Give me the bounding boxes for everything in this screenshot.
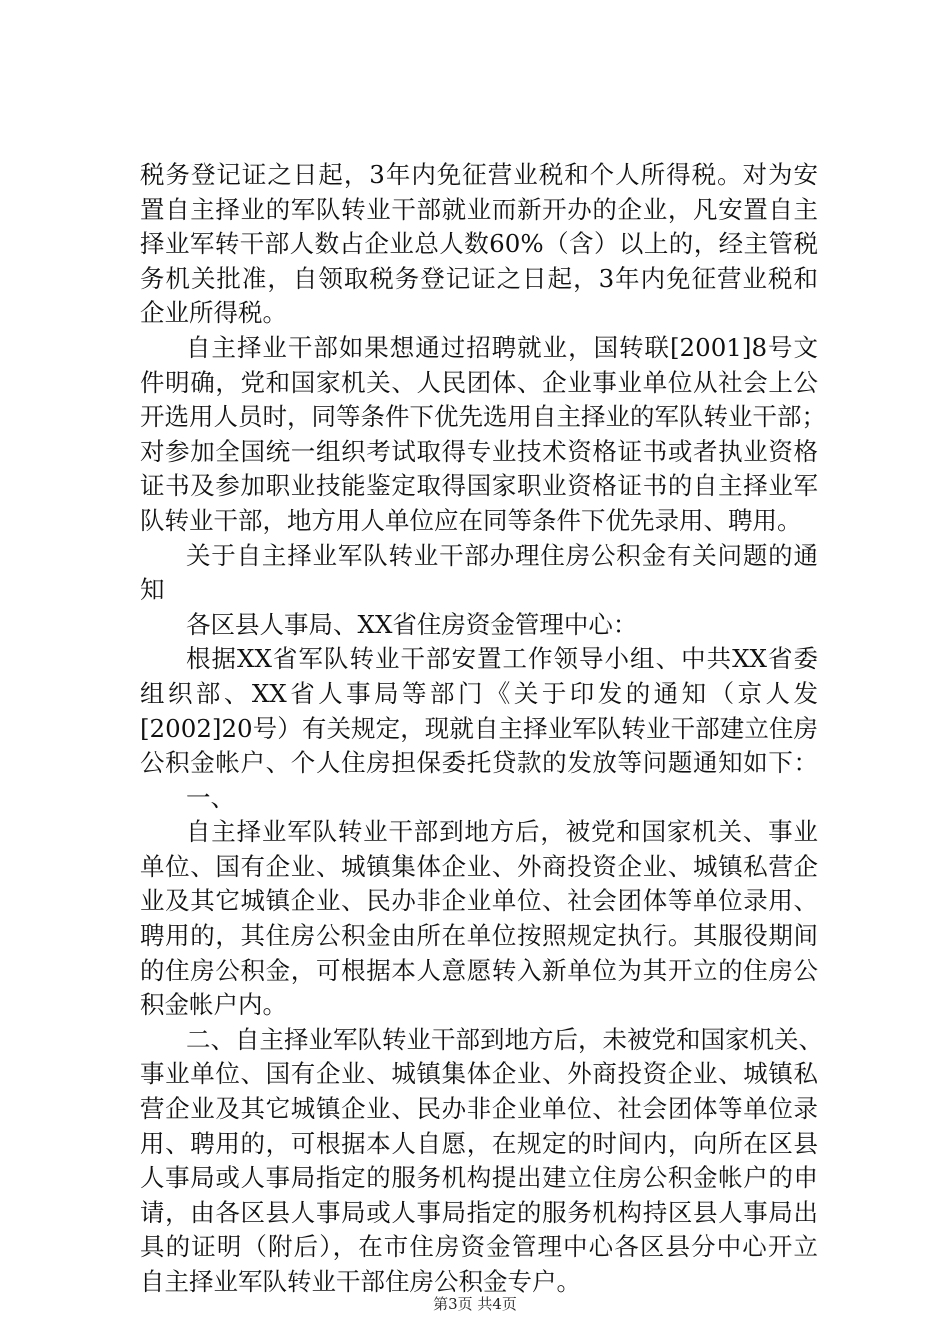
text-line: 人事局或人事局指定的服务机构提出建立住房公积金帐户的申 [140, 1163, 818, 1193]
text-line: 开选用人员时，同等条件下优先选用自主择业的军队转业干部； [140, 402, 826, 432]
text-line: 税务登记证之日起，3年内免征营业税和个人所得税。对为安 [140, 160, 818, 189]
text-line: 置自主择业的军队转业干部就业而新开办的企业，凡安置自主 [140, 194, 818, 224]
text-line: 自主择业军队转业干部到地方后，被党和国家机关、事业 [186, 817, 818, 847]
text-line: 二、自主择业军队转业干部到地方后，未被党和国家机关、 [186, 1024, 823, 1054]
text-line: 一、 [186, 782, 235, 812]
text-line: 事业单位、国有企业、城镇集体企业、外商投资企业、城镇私 [140, 1059, 818, 1089]
text-line: 用、聘用的，可根据本人自愿，在规定的时间内，向所在区县 [140, 1128, 818, 1158]
text-line: 具的证明（附后），在市住房资金管理中心各区县分中心开立 [140, 1232, 818, 1262]
document-body [140, 158, 826, 1300]
page-number-footer: 第3页 共4页 [433, 1295, 517, 1313]
text-line: 自主择业军队转业干部住房公积金专户。 [140, 1267, 581, 1296]
text-line: 营企业及其它城镇企业、民办非企业单位、社会团体等单位录 [140, 1094, 818, 1124]
text-line: 公积金帐户、个人住房担保委托贷款的发放等问题通知如下： [140, 748, 818, 778]
text-line: 的住房公积金，可根据本人意愿转入新单位为其开立的住房公 [140, 955, 818, 985]
text-line: 件明确，党和国家机关、人民团体、企业事业单位从社会上公 [140, 367, 818, 397]
text-line: 根据XX省军队转业干部安置工作领导小组、中共XX省委 [186, 644, 818, 674]
text-line: 积金帐户内。 [140, 990, 287, 1020]
text-line: 聘用的，其住房公积金由所在单位按照规定执行。其服役期间 [140, 921, 818, 951]
text-line: 对参加全国统一组织考试取得专业技术资格证书或者执业资格 [140, 436, 818, 466]
text-line: 单位、国有企业、城镇集体企业、外商投资企业、城镇私营企 [140, 851, 818, 881]
text-line: 队转业干部，地方用人单位应在同等条件下优先录用、聘用。 [140, 505, 802, 535]
text-line: 务机关批准，自领取税务登记证之日起，3年内免征营业税和 [140, 263, 818, 293]
text-line: 自主择业干部如果想通过招聘就业，国转联[2001]8号文 [186, 332, 818, 362]
text-line: 知 [140, 575, 165, 605]
text-line: 证书及参加职业技能鉴定取得国家职业资格证书的自主择业军 [140, 471, 818, 501]
text-line: 各区县人事局、XX省住房资金管理中心： [186, 609, 638, 639]
text-line: [2002]20号）有关规定，现就自主择业军队转业干部建立住房 [140, 713, 818, 743]
text-line: 企业所得税。 [140, 298, 287, 328]
text-line: 业及其它城镇企业、民办非企业单位、社会团体等单位录用、 [140, 886, 818, 916]
text-line: 请，由各区县人事局或人事局指定的服务机构持区县人事局出 [140, 1197, 818, 1227]
text-line: 关于自主择业军队转业干部办理住房公积金有关问题的通 [186, 540, 818, 570]
text-line: 组织部、XX省人事局等部门《关于印发的通知（京人发 [140, 678, 818, 708]
text-line: 择业军转干部人数占企业总人数60%（含）以上的，经主管税 [140, 229, 818, 259]
